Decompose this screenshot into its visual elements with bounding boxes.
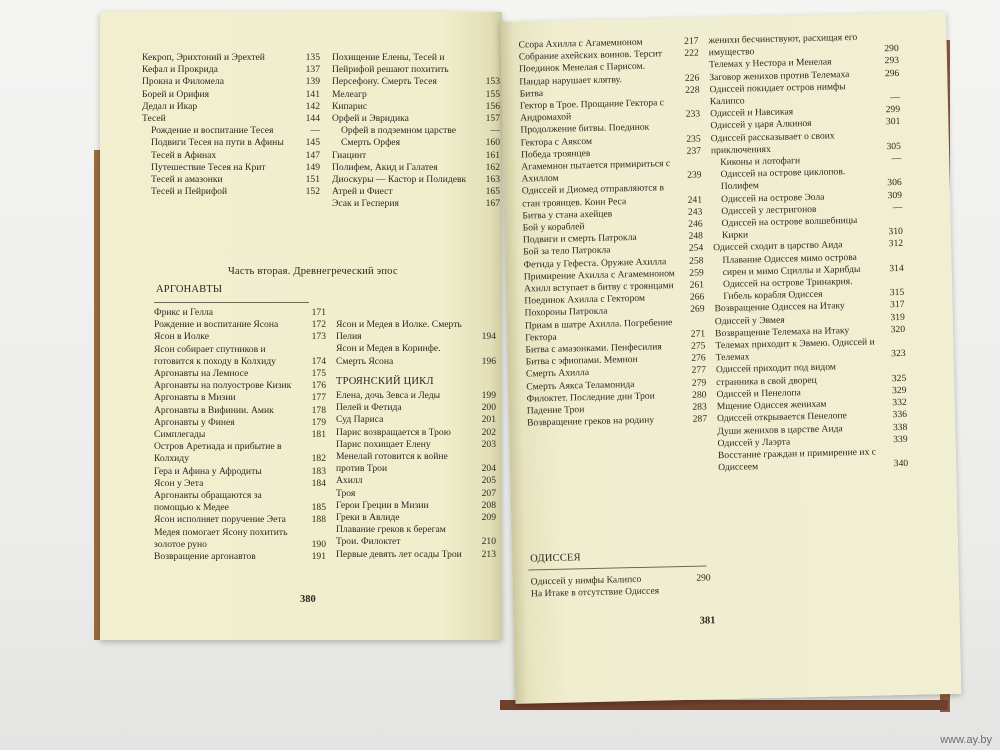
toc-entry-title: Мщение Одиссея женихам [716, 398, 827, 413]
toc-entry [142, 174, 320, 186]
toc-entry-page: 320 [890, 323, 906, 336]
toc-entry-title: Тесей [142, 113, 166, 125]
toc-entry-page: 142 [305, 100, 320, 112]
toc-entry-page: 199 [481, 390, 496, 401]
toc-entry-title: Ясон и Медея в Коринфе. Смерть Ясона [336, 343, 441, 367]
toc-left-col-a [142, 52, 320, 198]
toc-entry-page: 241 [687, 194, 703, 206]
toc-entry-page: 276 [691, 352, 706, 365]
toc-entry-title: Греки в Авлиде [336, 512, 400, 524]
toc-entry [336, 512, 496, 524]
toc-entry [154, 417, 326, 429]
toc-entry [154, 441, 326, 465]
toc-entry-title: Битва у стана ахейцев [522, 208, 613, 222]
toc-entry-title: Одиссей на острове Тринакрия. Гибель корабля Одиссея [722, 276, 853, 303]
toc-left-col-b [332, 52, 500, 211]
toc-entry-page: 299 [885, 104, 901, 116]
toc-entry [336, 500, 496, 512]
toc-entry-title: женихи бесчинствуют, расхищая его имущество [708, 31, 858, 59]
toc-entry-title: Диоскуры — Кастор и Полидевк [332, 174, 467, 186]
toc-entry-page: 310 [888, 226, 903, 238]
toc-entry-title: Первые девять лет осады Трои [336, 548, 462, 560]
toc-entry-page: 135 [305, 52, 320, 63]
toc-entry [142, 101, 320, 113]
right-page [500, 12, 961, 704]
toc-entry [332, 174, 500, 186]
toc-entry-title: Одиссей покидает остров нимфы Калипсо [709, 80, 846, 108]
toc-entry-page: 314 [889, 262, 904, 275]
toc-entry-title: Кефал и Прокрида [142, 64, 218, 76]
toc-entry-page: 155 [485, 88, 500, 100]
toc-entry [336, 427, 496, 439]
toc-entry-title: Рождение и воспитание Ясона [154, 319, 279, 331]
toc-entry-title: Ясон собирает спутников и готовится к походу в Колхиду [154, 343, 276, 367]
toc-entry-page: 338 [892, 421, 908, 433]
toc-entry-page: 191 [311, 551, 326, 563]
toc-entry-page: 287 [692, 413, 708, 426]
toc-entry-title: Одиссей у царя Алкиноя [710, 118, 812, 132]
toc-entry [154, 429, 326, 441]
toc-entry-page: 157 [485, 113, 500, 125]
toc-entry-page: 203 [481, 438, 496, 450]
toc-entry-page: 167 [485, 198, 500, 210]
toc-entry-title: Телемах у Нестора и Менелая [708, 56, 832, 71]
toc-entry-page: 301 [885, 116, 901, 128]
toc-entry-page: 201 [481, 414, 496, 426]
toc-entry-title: Суд Париса [336, 414, 384, 426]
toc-entry-title: Прокна и Филомела [142, 76, 224, 88]
toc-entry-page: 305 [886, 140, 902, 153]
toc-entry-title: Дедал и Икар [142, 100, 198, 112]
toc-entry [336, 390, 496, 402]
toc-entry [154, 319, 326, 331]
toc-entry-page [687, 597, 711, 598]
toc-entry [336, 475, 496, 487]
toc-entry-page: 228 [685, 84, 700, 96]
toc-entry-title: Смерть Аякса Теламонида [526, 378, 635, 393]
toc-entry-title: Возвращение Телемаха на Итаку [714, 325, 850, 340]
toc-entry [154, 380, 326, 392]
toc-entry-title: Ахилл вступает в битву с троянцами [523, 280, 674, 295]
toc-entry-title: Полифем, Акид и Галатея [332, 161, 438, 173]
toc-entry-page: 239 [687, 169, 702, 182]
toc-entry [332, 125, 500, 137]
toc-entry-title: Троя [336, 487, 356, 499]
toc-entry [154, 392, 326, 404]
toc-entry [142, 89, 320, 101]
toc-entry-page: 190 [311, 538, 326, 550]
toc-entry-page: 172 [311, 319, 326, 331]
left-page [100, 12, 502, 640]
toc-entry-title: Ясон и Медея в Иолке. Смерть Пелия [336, 319, 462, 343]
toc-entry [142, 76, 320, 88]
toc-entry-page: 280 [691, 389, 707, 401]
toc-entry-title: Продолжение битвы. Поединок Гектора с Аяксом [520, 122, 650, 149]
toc-entry-page: 266 [689, 291, 705, 304]
toc-entry-page: 246 [688, 218, 703, 230]
toc-entry-page: 179 [311, 416, 326, 428]
toc-entry-title: Бой у кораблей [522, 221, 585, 234]
toc-entry-page: 183 [311, 465, 326, 477]
toc-entry-page: 144 [305, 113, 320, 125]
toc-entry-page: — [892, 201, 903, 213]
toc-entry-page: 259 [689, 267, 704, 279]
toc-entry-page: 153 [485, 76, 500, 88]
toc-entry-title: Поединок Менелая с Парисом. Пандар нарушает клятву. [518, 61, 646, 88]
toc-entry-title: Герои Греции в Мизии [336, 499, 429, 511]
toc-entry-title: Одиссей у Лаэрта [717, 436, 791, 449]
toc-entry-page: 339 [893, 433, 908, 445]
toc-entry-page: 336 [892, 409, 908, 421]
toc-entry [332, 101, 500, 113]
toc-entry-title: Гектор в Трое. Прощание Гектора с Андромахой [519, 97, 665, 124]
toc-entry [154, 551, 326, 563]
toc-entry-page: 210 [481, 536, 496, 548]
toc-entry-page: 163 [485, 174, 500, 186]
toc-entry-page: 319 [890, 311, 905, 323]
toc-entry-title: Одиссей у Эвмея [714, 314, 785, 327]
toc-entry [154, 368, 326, 380]
toc-entry-title: Победа троянцев [520, 147, 591, 161]
toc-entry [142, 113, 320, 125]
page-number-left: 380 [300, 594, 316, 605]
toc-entry [142, 137, 320, 149]
toc-entry-title: Ясон у Эета [154, 477, 204, 489]
toc-entry [718, 446, 909, 475]
toc-entry-page: 226 [684, 72, 700, 84]
toc-entry-page: 271 [690, 328, 706, 340]
toc-entry-title: Кекроп, Эрихтоний и Эрехтей [142, 52, 265, 63]
toc-entry-title: Медея помогает Ясону похитить золотое руно [154, 526, 288, 550]
toc-entry-page: 141 [305, 88, 320, 100]
toc-right-col-c [708, 31, 908, 475]
toc-entry-title: Приам в шатре Ахилла. Погребение Гектора [524, 316, 673, 344]
toc-entry-title: Симплегады [154, 429, 206, 441]
toc-entry-page: 188 [311, 514, 326, 526]
toc-entry [154, 307, 326, 319]
toc-entry-title: Борей и Орифия [142, 88, 210, 100]
toc-entry-title: Орфей и Эвридика [332, 113, 409, 125]
toc-entry-title: На Итаке в отсутствие Одиссея [530, 585, 660, 600]
toc-entry [154, 466, 326, 478]
toc-entry-page: — [490, 125, 500, 137]
toc-entry-title: Аргонавты в Вифинии. Амик [154, 404, 274, 416]
toc-entry-page: 293 [884, 55, 900, 67]
toc-entry-page: 237 [686, 145, 702, 157]
toc-entry-title: Битва с амазонками. Пенфесилия [525, 341, 662, 356]
toc-entry-page: 222 [684, 47, 699, 60]
toc-entry-page: 151 [305, 174, 320, 186]
toc-entry-title: Елена, дочь Зевса и Леды [336, 390, 441, 401]
toc-entry-page: 261 [689, 279, 705, 291]
toc-entry-title: Одиссей сходит в царство Аида [713, 239, 843, 254]
toc-entry-page: 332 [892, 396, 907, 409]
toc-entry [336, 319, 496, 343]
toc-entry-title: Телемах приходит к Эвмею. Одиссей и Телемах [715, 336, 875, 364]
toc-entry-page: 156 [485, 100, 500, 112]
toc-entry-page: 279 [691, 377, 707, 389]
toc-entry-page: 185 [311, 502, 326, 514]
toc-entry-page: 290 [696, 572, 711, 584]
toc-entry-title: Одиссей на острове волшебницы Кирки [721, 214, 858, 242]
toc-entry-title: Менелай готовится к войне против Трои [336, 451, 448, 475]
toc-entry-title: Ссора Ахилла с Агамемноном [518, 36, 643, 51]
toc-entry-title: Заговор женихов против Телемаха [709, 68, 850, 83]
toc-entry [332, 186, 500, 198]
toc-entry-page: 258 [688, 255, 704, 267]
page-number-right: 381 [699, 615, 716, 627]
toc-entry-title: Бой за тело Патрокла [523, 245, 611, 258]
toc-entry-page: 137 [305, 64, 320, 76]
toc-entry-title: Кипарис [332, 100, 368, 112]
toc-entry [332, 137, 500, 149]
toc-entry-page: 312 [888, 238, 904, 250]
toc-entry [154, 527, 326, 551]
toc-entry-page: 152 [305, 186, 320, 198]
toc-entry-title: Возвращение Одиссея на Итаку [714, 300, 845, 315]
toc-right-col-a [518, 36, 707, 430]
toc-entry [154, 331, 326, 343]
toc-entry [142, 186, 320, 198]
toc-entry-page: 340 [893, 457, 909, 470]
toc-entry [142, 162, 320, 174]
toc-entry-title: Одиссей и Пенелопа [716, 387, 801, 401]
argonauts-heading: АРГОНАВТЫ [156, 284, 223, 295]
toc-entry-title: Фетида у Гефеста. Оружие Ахилла [523, 255, 667, 271]
toc-entry-title: Падение Трои [526, 404, 585, 417]
toc-entry-title: Мелеагр [332, 88, 367, 100]
toc-entry-title: Смерть Орфея [341, 137, 400, 149]
toc-entry-page: 290 [884, 43, 899, 55]
toc-entry-title: Ясон в Иолке [154, 331, 209, 343]
toc-entry-page: 248 [688, 230, 704, 243]
toc-entry-title: Одиссей на острове циклопов. Полифем [720, 166, 846, 193]
watermark: www.ay.by [940, 734, 992, 746]
toc-entry-page: 200 [481, 402, 496, 414]
toc-entry-title: Возвращение аргонавтов [154, 551, 256, 563]
odyssey-heading: ОДИССЕЯ [530, 552, 581, 565]
toc-entry-title: Аргонавты обращаются за помощью к Медее [154, 490, 262, 514]
toc-entry-title: Собрание ахейских воинов. Терсит [518, 48, 663, 63]
toc-left-col-e [336, 390, 496, 561]
toc-entry-title: Примирение Ахилла с Агамемноном [523, 267, 675, 283]
toc-entry-page: 254 [688, 242, 704, 255]
toc-entry-page: 315 [889, 287, 905, 299]
toc-entry-title: Одиссей открывается Пенелопе [716, 410, 848, 425]
toc-entry-title: Одиссей рассказывает о своих приключениях [710, 130, 835, 157]
toc-entry-title: Рождение и воспитание Тесея [151, 125, 274, 137]
toc-entry-title: Подвиги Тесея на пути в Афины [151, 137, 284, 149]
toc-entry-title: Путешествие Тесея на Крит [151, 161, 266, 173]
toc-entry-title: Одиссей и Навсикая [710, 106, 794, 120]
toc-entry-title: Души женихов в царстве Аида [717, 422, 843, 437]
toc-entry-title: Ахилл [336, 475, 363, 487]
toc-entry-page: 317 [890, 299, 905, 311]
toc-entry [332, 162, 500, 174]
toc-entry-page: 162 [485, 161, 500, 173]
toc-entry-title: Тесей и Пейрифой [151, 186, 228, 198]
toc-entry-title: Агамемнон пытается примириться с Ахиллом [521, 158, 671, 185]
toc-entry [336, 402, 496, 414]
toc-entry-title: Одиссей приходит под видом странника в свой дворец [715, 361, 837, 388]
toc-entry [332, 113, 500, 125]
toc-entry-page: — [891, 152, 902, 165]
toc-entry-page: 204 [481, 463, 496, 475]
toc-entry-title: Плавание греков к берегам Трои. Филоктет [336, 524, 446, 548]
toc-entry [142, 64, 320, 76]
toc-entry-page: 196 [481, 355, 496, 367]
toc-entry [332, 89, 500, 101]
toc-entry-page: 174 [311, 355, 326, 367]
toc-entry-title: Восстание граждан и примирение их с Одиссеем [717, 446, 877, 474]
toc-entry-page: 165 [485, 186, 500, 198]
toc-entry-title: Гиацинт [332, 149, 367, 161]
toc-entry-page: 269 [690, 303, 705, 316]
toc-entry-page: 160 [485, 137, 500, 149]
toc-entry-title: Подвиги и смерть Патрокла [522, 232, 637, 246]
toc-entry-page: 149 [305, 161, 320, 173]
toc-entry-title: Похороны Патрокла [524, 306, 608, 319]
toc-entry-title: Возвращение греков на родину [526, 414, 655, 429]
toc-entry-page: 296 [884, 67, 900, 79]
toc-entry-page: 173 [311, 331, 326, 343]
toc-entry [154, 478, 326, 490]
toc-entry-page: 325 [891, 372, 907, 384]
toc-entry-page: 309 [887, 189, 903, 201]
toc-left-col-d [336, 319, 496, 368]
trojan-heading: ТРОЯНСКИЙ ЦИКЛ [336, 376, 434, 387]
toc-entry-title: Аргонавты у Финея [154, 416, 235, 428]
toc-entry-title: Орфей в подземном царстве [341, 125, 457, 137]
toc-entry-page: 205 [481, 475, 496, 487]
toc-entry-page: 306 [887, 177, 902, 189]
toc-entry-page: 182 [311, 453, 326, 465]
toc-entry-page: — [310, 125, 320, 137]
toc-entry-page: 184 [311, 477, 326, 489]
toc-entry-page: 207 [481, 487, 496, 499]
toc-entry-page: 329 [891, 384, 907, 397]
toc-entry-page: 243 [687, 206, 703, 218]
toc-entry [336, 524, 496, 548]
toc-entry-title: Киконы и лотофаги [720, 155, 801, 169]
toc-entry [332, 150, 500, 162]
toc-entry-page: 323 [891, 348, 906, 360]
toc-entry-page: 175 [311, 368, 326, 380]
toc-entry [142, 125, 320, 137]
toc-entry [154, 405, 326, 417]
part-heading: Часть вторая. Древнегреческий эпос [228, 266, 398, 277]
toc-entry-page: 194 [481, 331, 496, 343]
toc-entry-page: 277 [691, 364, 707, 377]
toc-entry-title: Тесей в Афинах [151, 149, 217, 161]
toc-entry [142, 52, 320, 64]
toc-entry-title: Парис похищает Елену [336, 438, 431, 450]
toc-entry-title: Ясон исполняет поручение Эета [154, 514, 286, 526]
toc-entry-title: Битва с эфиопами. Мемнон [525, 354, 638, 368]
toc-entry-page: 177 [311, 392, 326, 404]
toc-entry-page: 181 [311, 429, 326, 441]
odyssey-rule [528, 565, 706, 570]
toc-entry-page: 235 [686, 133, 701, 145]
toc-entry-title: Эсак и Гесперия [332, 198, 399, 210]
toc-left-col-c [154, 307, 326, 563]
toc-entry-page: — [890, 91, 900, 104]
toc-entry [336, 451, 496, 475]
toc-entry-title: Одиссей у лестригонов [721, 203, 817, 217]
toc-entry-page: 145 [305, 137, 320, 149]
toc-entry-title: Похищение Елены, Тесей и Пейрифой решают похитить Персефону. Смерть Тесея [332, 52, 449, 88]
toc-entry-title: Плавание Одиссея мимо острова сирен и мимо Сциллы и Харибды [722, 251, 861, 278]
toc-entry [154, 514, 326, 526]
toc-entry [154, 490, 326, 514]
toc-entry-title: Битва [519, 87, 544, 100]
toc-entry-title: Аргонавты на полуострове Кизик [154, 380, 292, 392]
toc-entry [336, 439, 496, 451]
toc-entry-title: Пелей и Фетида [336, 402, 402, 414]
toc-entry-title: Смерть Ахилла [525, 367, 590, 380]
toc-entry-title: Тесей и амазонки [151, 174, 223, 186]
toc-entry-page: 178 [311, 404, 326, 416]
toc-entry-page: 161 [485, 149, 500, 161]
toc-entry-page: 202 [481, 426, 496, 438]
toc-entry-page: 171 [311, 307, 326, 318]
toc-entry-title: Аргонавты на Лемносе [154, 368, 249, 380]
argonauts-rule [154, 302, 309, 303]
toc-entry-title: Аргонавты в Мизии [154, 392, 236, 404]
toc-entry-page: 213 [481, 548, 496, 560]
toc-entry-page: 217 [683, 35, 699, 47]
toc-entry-page: 208 [481, 499, 496, 511]
toc-entry [332, 52, 500, 89]
toc-entry-page: 147 [305, 149, 320, 161]
toc-entry-title: Филоктет. Последние дни Трои [526, 390, 655, 405]
toc-entry [154, 344, 326, 368]
toc-entry [142, 150, 320, 162]
toc-entry-title: Атрей и Фиест [332, 186, 393, 198]
toc-entry [332, 198, 500, 210]
toc-right-col-b [531, 572, 712, 600]
toc-entry-title: Гера и Афина у Афродиты [154, 465, 262, 477]
toc-entry-page: 176 [311, 380, 326, 392]
toc-entry-title: Одиссей у нимфы Калипсо [530, 573, 642, 588]
toc-entry [336, 414, 496, 426]
toc-entry-title: Парис возвращается в Трою [336, 426, 451, 438]
toc-entry-page: 139 [305, 76, 320, 88]
toc-entry [336, 549, 496, 561]
toc-entry-title: Фрикс и Гелла [154, 307, 214, 318]
toc-entry-title: Поединок Ахилла с Гектором [524, 293, 646, 307]
toc-entry-page: 283 [692, 401, 707, 413]
toc-entry-page: 209 [481, 512, 496, 524]
toc-entry-page: 233 [685, 108, 701, 121]
toc-entry [336, 343, 496, 367]
toc-entry [336, 488, 496, 500]
toc-entry-page: 275 [690, 340, 706, 352]
toc-entry-title: Одиссей на острове Эола [720, 191, 825, 205]
toc-entry-title: Одиссей и Диомед отправляются в стан троянцев. Конн Реса [521, 182, 665, 210]
toc-entry-title: Остров Аретиада и прибытие в Колхиду [154, 441, 282, 465]
